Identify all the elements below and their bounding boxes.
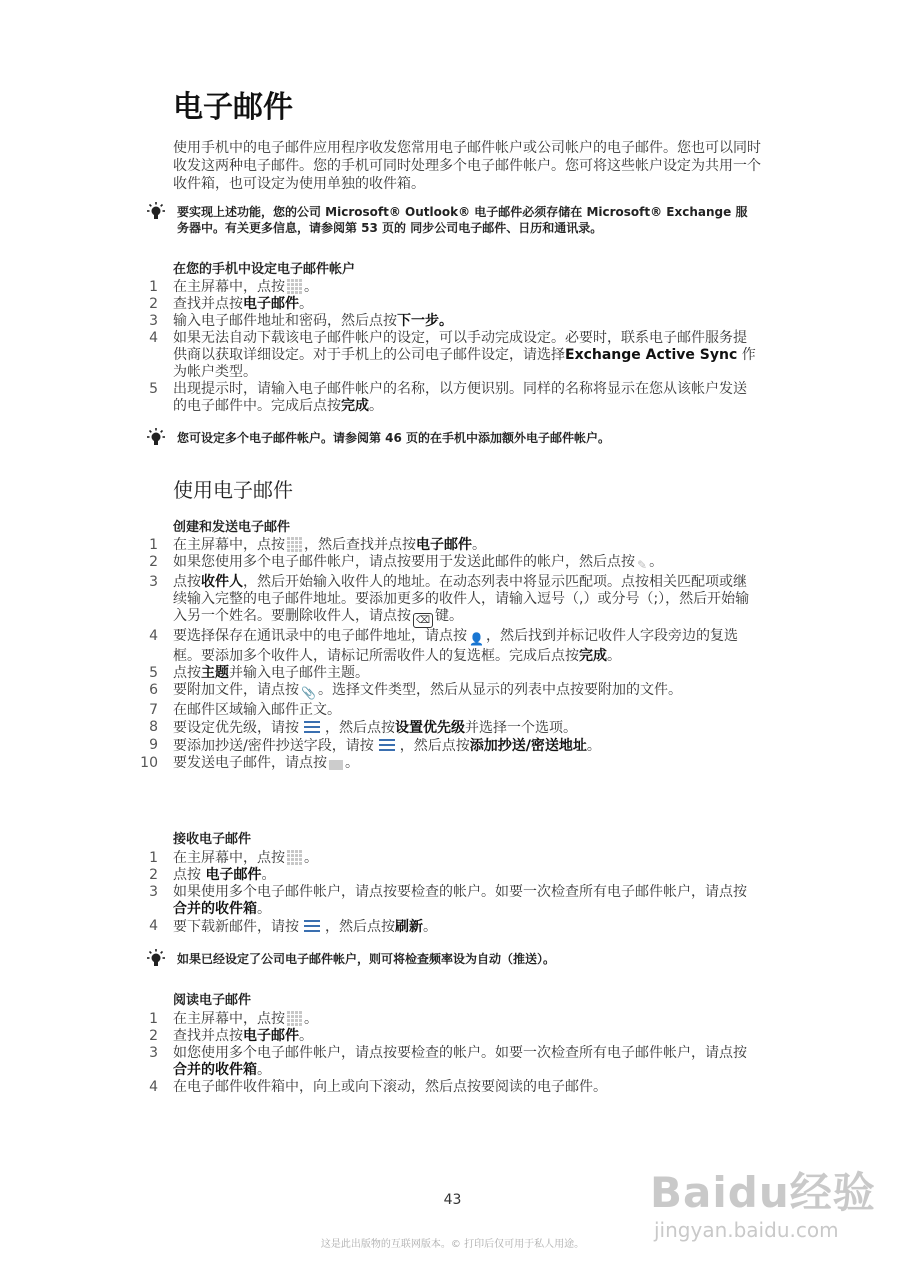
lightbulb-icon xyxy=(145,948,167,970)
list-item: 2 查找并点按电子邮件。 xyxy=(149,296,313,312)
read-steps xyxy=(0,1011,760,1096)
list-item: 2 查找并点按电子邮件。 xyxy=(149,1028,313,1044)
lightbulb-icon xyxy=(145,427,167,449)
list-item: 4 如果无法自动下载该电子邮件帐户的设定，可以手动完成设定。必要时，联系电子邮件服务提供商以获取详细设定。对于手机上的公司电子邮件设定，请选择Exchange Active Sync 作为帐户类型。 xyxy=(149,330,756,380)
list-item: 3 如果使用多个电子邮件帐户，请点按要检查的帐户。如要一次检查所有电子邮件帐户，请点按合并的收件箱。 xyxy=(149,884,747,917)
section-heading: 使用电子邮件 xyxy=(173,478,293,502)
setup-heading: 在您的手机中设定电子邮件帐户 xyxy=(173,262,356,277)
list-item: 6 要附加文件，请点按 📎 。选择文件类型，然后从显示的列表中点按要附加的文件。 xyxy=(149,682,682,700)
tip-note: 您可设定多个电子邮件帐户。请参阅第 46 页的在手机中添加额外电子邮件帐户。 xyxy=(145,430,755,446)
list-item: 4 在电子邮件收件箱中，向上或向下滚动，然后点按要阅读的电子邮件。 xyxy=(149,1079,607,1095)
list-item: 3 输入电子邮件地址和密码，然后点按下一步。 xyxy=(149,313,453,329)
list-item: 9 要添加抄送/密件抄送字段，请按 ，然后点按添加抄送/密送地址。 xyxy=(149,737,601,754)
tip-note: 要实现上述功能，您的公司 Microsoft® Outlook® 电子邮件必须存储在 Microsoft® Exchange 服务器中。有关更多信息，请参阅第 53 页的 同步公司电子邮件、日历和通讯录。 xyxy=(145,204,755,236)
delete-key-icon: ⌫ xyxy=(413,613,433,628)
list-item: 2 如果您使用多个电子邮件帐户，请点按要用于发送此邮件的帐户，然后点按 ✎ 。 xyxy=(149,554,664,572)
setup-steps xyxy=(0,279,760,415)
list-item: 7 在邮件区域输入邮件正文。 xyxy=(149,702,341,718)
read-heading: 阅读电子邮件 xyxy=(173,993,252,1008)
list-item: 4 要选择保存在通讯录中的电子邮件地址，请点按 👤 ，然后找到并标记收件人字段旁边的复选框。要添加多个收件人，请标记所需收件人的复选框。完成后点按完成。 xyxy=(149,628,738,664)
menu-icon xyxy=(301,918,323,934)
menu-icon xyxy=(301,719,323,735)
apps-grid-icon xyxy=(287,537,302,552)
page-number: 43 xyxy=(443,1192,462,1208)
contact-icon: 👤 xyxy=(469,632,484,646)
footer-note: 这是此出版物的互联网版本。© 打印后仅可用于私人用途。 xyxy=(320,1239,585,1250)
page-title: 电子邮件 xyxy=(173,90,293,125)
watermark-logo xyxy=(650,1150,880,1260)
apps-grid-icon xyxy=(287,1011,302,1026)
receive-steps xyxy=(0,850,760,936)
list-item: 1 在主屏幕中，点按 。 xyxy=(149,279,318,295)
list-item: 4 要下载新邮件，请按 ，然后点按刷新。 xyxy=(149,918,437,935)
apps-grid-icon xyxy=(287,279,302,294)
apps-grid-icon xyxy=(287,850,302,865)
list-item: 5 出现提示时，请输入电子邮件帐户的名称，以方便识别。同样的名称将显示在您从该帐户发送的电子邮件中。完成后点按完成。 xyxy=(149,381,747,414)
send-icon xyxy=(329,760,343,770)
lightbulb-icon xyxy=(145,201,167,223)
list-item: 1 在主屏幕中，点按 。 xyxy=(149,1011,318,1027)
list-item: 8 要设定优先级，请按 ，然后点按设置优先级并选择一个选项。 xyxy=(149,719,577,736)
send-steps xyxy=(0,537,760,772)
intro-paragraph: 使用手机中的电子邮件应用程序收发您常用电子邮件帐户或公司帐户的电子邮件。您也可以同时收发这两种电子邮件。您的手机可同时处理多个电子邮件帐户。您可将这些帐户设定为共用一个收件箱，也可设定为使用单独的收件箱。 xyxy=(173,140,761,192)
tip-note: 如果已经设定了公司电子邮件帐户，则可将检查频率设为自动（推送）。 xyxy=(145,951,755,967)
paperclip-icon: 📎 xyxy=(301,686,316,700)
list-item: 5 点按主题并输入电子邮件主题。 xyxy=(149,665,369,681)
pencil-icon: ✎ xyxy=(637,558,648,572)
list-item: 2 点按 电子邮件。 xyxy=(149,867,276,883)
send-heading: 创建和发送电子邮件 xyxy=(173,520,291,535)
list-item: 3 如您使用多个电子邮件帐户，请点按要检查的帐户。如要一次检查所有电子邮件帐户，请点按合并的收件箱。 xyxy=(149,1045,747,1078)
list-item: 3 点按收件人，然后开始输入收件人的地址。在动态列表中将显示匹配项。点按相关匹配项或继续输入完整的电子邮件地址。要添加更多的收件人，请输入逗号（,）或分号（;），然后开始输入另一个姓名。要删除收件人，请点按 ⌫ 键。 xyxy=(149,574,750,626)
watermark-brand: Baidu经验 xyxy=(650,1168,876,1217)
menu-icon xyxy=(376,737,398,753)
receive-heading: 接收电子邮件 xyxy=(173,832,252,847)
list-item: 1 在主屏幕中，点按 ，然后查找并点按电子邮件。 xyxy=(149,537,486,553)
list-item: 10 要发送电子邮件，请点按 。 xyxy=(140,755,359,771)
list-item: 1 在主屏幕中，点按 。 xyxy=(149,850,318,866)
watermark-url: jingyan.baidu.com xyxy=(654,1218,839,1242)
